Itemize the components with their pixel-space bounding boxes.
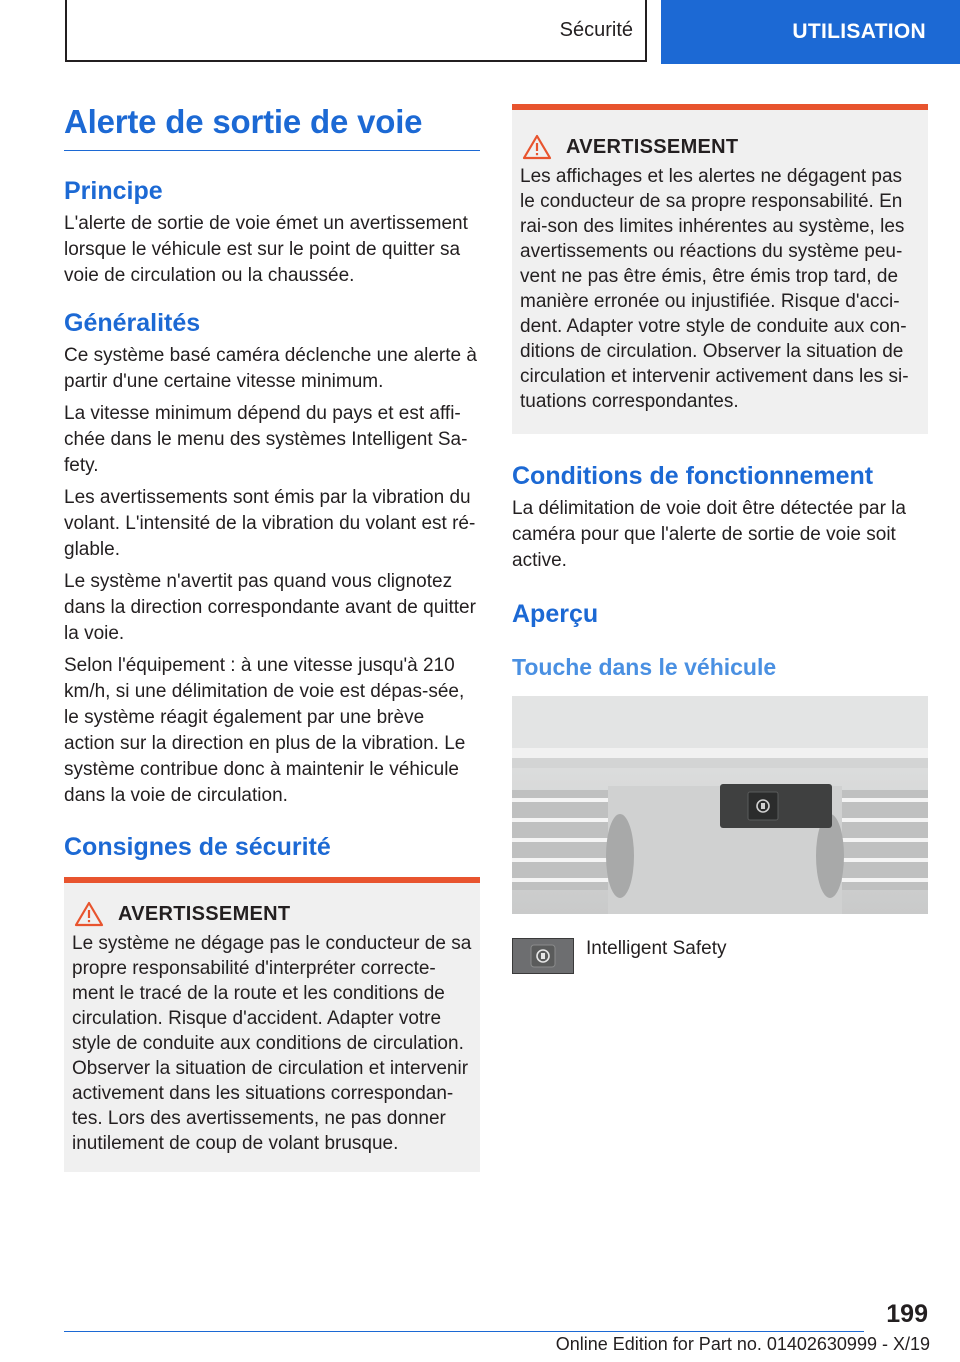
apercu-heading: Aperçu — [512, 600, 599, 628]
dashboard-illustration — [512, 696, 928, 914]
right-column — [512, 104, 928, 974]
chapter-label: UTILISATION — [792, 20, 926, 43]
warning-header — [74, 901, 472, 927]
principe-heading: Principe — [64, 177, 163, 205]
warning-triangle-icon — [74, 901, 104, 927]
conditions-heading: Conditions de fonctionnement — [512, 462, 874, 490]
generalites-paragraph: Ce système basé caméra déclenche une alerte à partir d'une certaine vitesse minimum. — [64, 345, 477, 392]
generalites-heading: Généralités — [64, 309, 201, 337]
warning-text: Les affichages et les alertes ne dégagent pas le conducteur de sa propre responsabilité. En rai-son des limites inhérentes au système, les avertissements ou réactions du système peu-vent ne pas être émis, être émis trop tard, de manière erronée ou injustifiée. Risque d'acci-dent. Adapter votre style de conduite aux con-ditions de circulation. Observer la situation de circulation et intervenir activement dans les si-tuations correspondantes. — [520, 166, 909, 412]
conditions-text: La délimitation de voie doit être détectée par la caméra pour que l'alerte de sortie de voie soit active. — [512, 498, 906, 571]
generalites-paragraph: Le système n'avertit pas quand vous clignotez dans la direction correspondante avant de quitter la voie. — [64, 571, 476, 644]
touche-heading: Touche dans le véhicule — [512, 654, 777, 680]
consignes-heading: Consignes de sécurité — [64, 833, 331, 861]
section-tab — [65, 0, 647, 62]
generalites-paragraph: La vitesse minimum dépend du pays et est affi-chée dans le menu des systèmes Intelligent Sa-fety. — [64, 403, 468, 476]
vehicle-button-photo — [512, 696, 928, 914]
generalites-paragraph: Selon l'équipement : à une vitesse jusqu'à 210 km/h, si une délimitation de voie est dépas-sée, le système réagit également par une brève action sur la direction en plus de la vibration. Le système contribue donc à maintenir le véhicule dans la voie de circulation. — [64, 655, 466, 806]
warning-title: AVERTISSEMENT — [118, 902, 291, 925]
footer-divider — [64, 1331, 864, 1332]
warning-header — [522, 134, 920, 160]
legend-label: Intelligent Safety — [586, 938, 727, 959]
section-label: Sécurité — [559, 18, 633, 41]
legend-row — [512, 938, 928, 974]
warning-box — [64, 877, 480, 1172]
page-title: Alerte de sortie de voie — [64, 100, 480, 151]
warning-text: Le système ne dégage pas le conducteur de sa propre responsabilité d'interpréter correcte-ment le tracé de la route et les conditions de circulation. Risque d'accident. Adapter votre style de conduite aux conditions de circulation. Observer la situation de circulation et intervenir activement dans les situations correspondan-tes. Lors des avertissements, ne pas donner inutilement de coup de volant brusque. — [72, 933, 472, 1154]
intelligent-safety-symbol-icon — [528, 943, 558, 969]
page-number: 199 — [886, 1300, 928, 1328]
generalites-paragraph: Les avertissements sont émis par la vibration du volant. L'intensité de la vibration du volant est ré-glable. — [64, 487, 476, 560]
intelligent-safety-icon — [512, 938, 574, 974]
warning-box — [512, 104, 928, 434]
warning-title: AVERTISSEMENT — [566, 135, 739, 158]
warning-triangle-icon — [522, 134, 552, 160]
principe-text: L'alerte de sortie de voie émet un avertissement lorsque le véhicule est sur le point de quitter sa voie de circulation ou la chaussée. — [64, 213, 468, 286]
chapter-tab — [661, 0, 960, 64]
footer-edition: Online Edition for Part no. 01402630999 - X/19 — [555, 1334, 930, 1354]
left-column — [64, 100, 480, 1172]
page-header — [0, 0, 960, 66]
